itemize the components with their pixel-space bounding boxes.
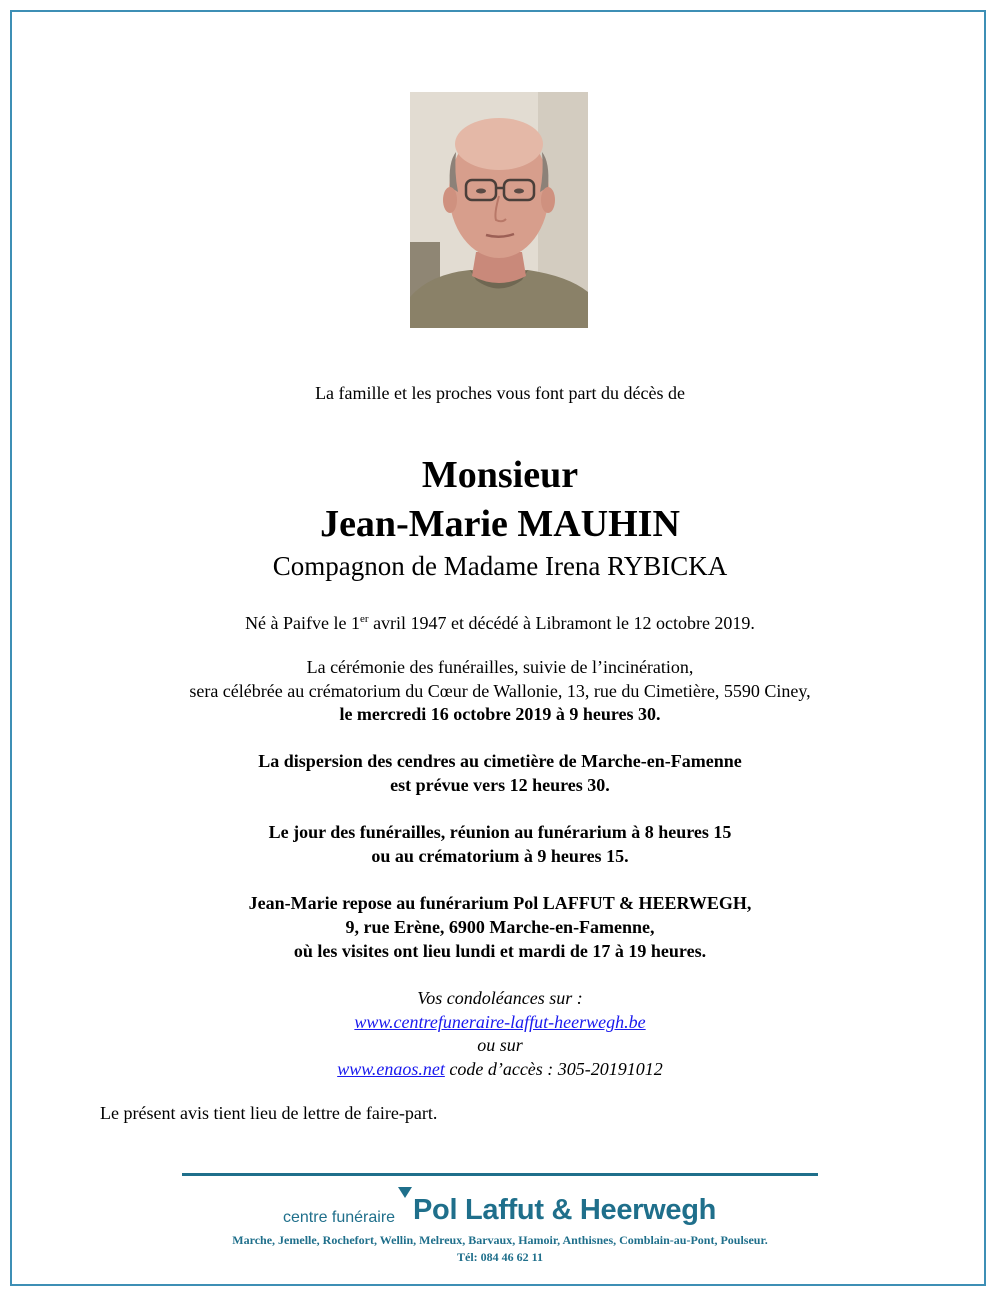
logo-towns: Marche, Jemelle, Rochefort, Wellin, Melreux, Barvaux, Hamoir, Anthisnes, Comblain-au-Pont, Poulseur. [232, 1233, 768, 1247]
birth-prefix: Né à Paifve le 1 [245, 613, 361, 633]
logo-phone: Tél: 084 46 62 11 [457, 1250, 543, 1264]
logo-rule [182, 1173, 818, 1176]
rest-line-1: Jean-Marie repose au funérarium Pol LAFFUT & HEERWEGH, [248, 893, 752, 913]
portrait-illustration [410, 92, 588, 328]
intro-text: La famille et les proches vous font part du décès de [315, 383, 685, 403]
enaos-row [0, 1058, 1000, 1080]
companion-line: Compagnon de Madame Irena RYBICKA [272, 551, 728, 581]
ceremony-line-1: La cérémonie des funérailles, suivie de l’incinération, [306, 657, 694, 677]
ceremony-date: le mercredi 16 octobre 2019 à 9 heures 30. [339, 704, 661, 724]
condolences-link-row [0, 1011, 1000, 1033]
condolences-or: ou sur [477, 1035, 523, 1055]
ceremony-line-2: sera célébrée au crématorium du Cœur de Wallonie, 13, rue du Cimetière, 5590 Ciney, [189, 681, 811, 701]
logo-subtitle: centre funéraire [283, 1209, 396, 1226]
condolences-label: Vos condoléances sur : [417, 988, 583, 1008]
meeting-line-1: Le jour des funérailles, réunion au funérarium à 8 heures 15 [268, 822, 732, 842]
birth-superscript: er [360, 613, 369, 625]
access-code: code d’accès : 305-20191012 [444, 1059, 663, 1079]
dispersion-line-2: est prévue vers 12 heures 30. [390, 775, 610, 795]
deceased-name: Jean-Marie MAUHIN [320, 503, 680, 545]
logo-triangle-icon [398, 1187, 412, 1198]
notice-text: Le présent avis tient lieu de lettre de faire-part. [100, 1103, 438, 1123]
dispersion-line-1: La dispersion des cendres au cimetière de Marche-en-Famenne [258, 751, 742, 771]
logo-title: Pol Laffut & Heerwegh [413, 1194, 717, 1226]
birth-death-line [0, 608, 1000, 634]
funeral-center-link[interactable]: www.centrefuneraire-laffut-heerwegh.be [354, 1012, 646, 1032]
deceased-title: Monsieur [421, 454, 579, 496]
portrait-photo [410, 92, 588, 328]
birth-suffix: avril 1947 et décédé à Libramont le 12 octobre 2019. [368, 613, 755, 633]
rest-line-2: 9, rue Erène, 6900 Marche-en-Famenne, [345, 917, 655, 937]
meeting-line-2: ou au crématorium à 9 heures 15. [371, 846, 629, 866]
rest-line-3: où les visites ont lieu lundi et mardi de 17 à 19 heures. [293, 941, 707, 961]
enaos-link[interactable]: www.enaos.net [337, 1059, 445, 1079]
